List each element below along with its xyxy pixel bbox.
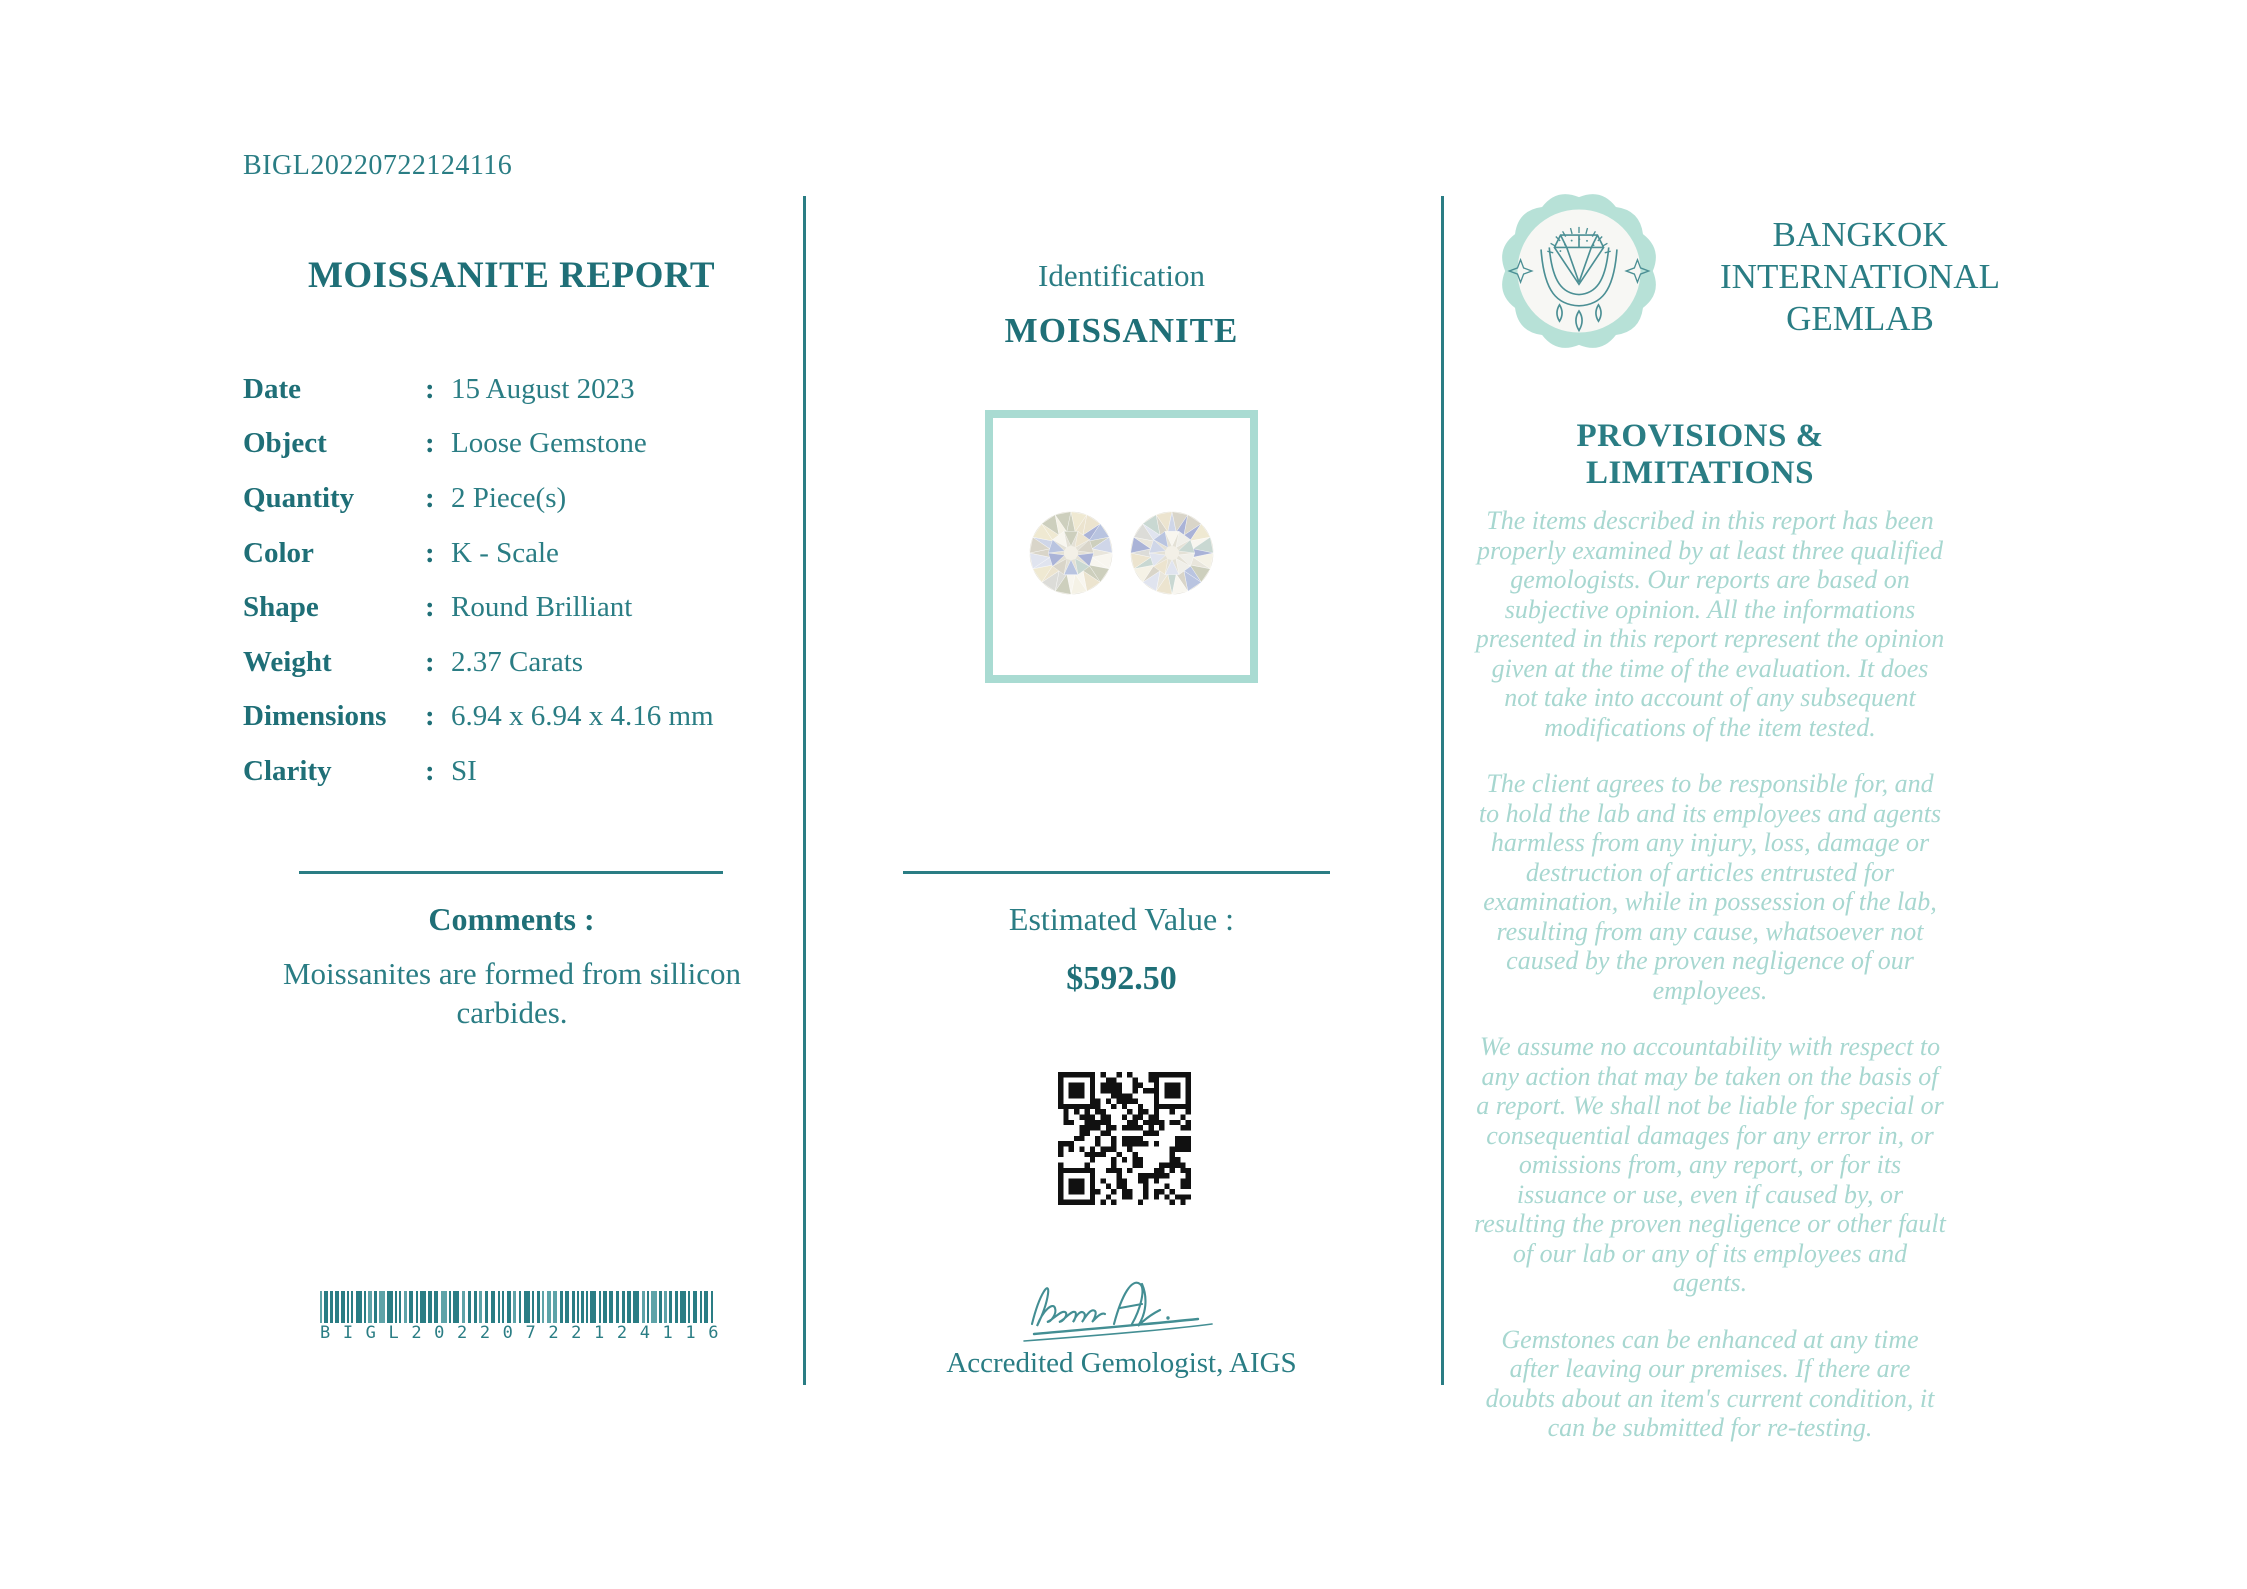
detail-value: SI — [451, 754, 477, 787]
barcode — [320, 1291, 732, 1343]
detail-colon: : — [425, 372, 435, 405]
detail-label: Date — [243, 372, 301, 405]
detail-value: Round Brilliant — [451, 591, 633, 624]
detail-label: Shape — [243, 591, 319, 624]
detail-colon: : — [425, 481, 435, 514]
detail-colon: : — [425, 645, 435, 678]
detail-value: K - Scale — [451, 536, 559, 569]
lab-name — [1672, 214, 2048, 340]
detail-row-shape — [243, 580, 773, 635]
lab-name-line: BANGKOK — [1772, 215, 1948, 254]
detail-value: Loose Gemstone — [451, 427, 647, 460]
accredited-gemologist-line: Accredited Gemologist, AIGS — [946, 1347, 1297, 1379]
detail-value: 15 August 2023 — [451, 372, 635, 405]
provisions-paragraph: The items described in this report has been properly examined by at least three qualified gemologists. Our reports are based on subjective opinion. All the informations presented in this report represent the opinion given at the time of the evaluation. It does not take into account of any subsequent modifications of the item tested. — [1475, 506, 1945, 742]
detail-colon: : — [425, 700, 435, 733]
detail-colon: : — [425, 427, 435, 460]
detail-row-date — [243, 362, 773, 417]
detail-row-quantity — [243, 471, 773, 526]
barcode-graphic — [320, 1291, 714, 1323]
detail-row-weight — [243, 635, 773, 690]
estimated-value-label: Estimated Value : — [1008, 901, 1235, 937]
column-divider-left — [803, 196, 806, 1385]
lab-name-line: INTERNATIONAL — [1720, 257, 2000, 296]
lab-name-line: GEMLAB — [1786, 299, 1934, 338]
gemstone-image-right — [1128, 509, 1216, 597]
column-divider-right — [1441, 196, 1444, 1385]
detail-label: Clarity — [243, 754, 332, 787]
detail-label: Object — [243, 427, 327, 460]
lab-logo — [1498, 190, 1660, 352]
comments-title: Comments : — [428, 901, 595, 937]
provisions-paragraph: Gemstones can be enhanced at any time after leaving our premises. If there are doubts about an item's current condition, it can be submitted for re-testing. — [1485, 1324, 1935, 1442]
detail-colon: : — [425, 754, 435, 787]
detail-value: 6.94 x 6.94 x 4.16 mm — [451, 700, 714, 733]
gem-photo — [985, 410, 1258, 683]
detail-label: Dimensions — [243, 700, 387, 733]
report-title: MOISSANITE REPORT — [307, 255, 716, 296]
detail-value: 2.37 Carats — [451, 645, 584, 678]
estimated-value-amount: $592.50 — [1066, 960, 1177, 997]
gem-details-table — [243, 362, 773, 799]
estimate-divider — [903, 871, 1330, 874]
qr-code — [1058, 1072, 1191, 1205]
identification-label: Identification — [1038, 258, 1205, 293]
report-number: BIGL20220722124116 — [243, 150, 513, 181]
detail-colon: : — [425, 536, 435, 569]
provisions-paragraph: We assume no accountability with respect to any action that may be taken on the basis of a report. We shall not be liable for special or consequential damages for any error in, or omissions from, any report, or for its issuance or use, even if caused by, or resulting the proven negligence or other fault of our lab or any of its employees and agents. — [1474, 1032, 1946, 1297]
detail-row-object — [243, 417, 773, 472]
detail-value: 2 Piece(s) — [451, 481, 567, 514]
provisions-paragraphs — [1474, 506, 1946, 1470]
signature-graphic — [1008, 1262, 1234, 1358]
barcode-text: BIGL20220722124116 — [320, 1323, 732, 1343]
comments-text: Moissanites are formed from sillicon carbides. — [282, 956, 741, 1030]
detail-row-dimensions — [243, 690, 773, 745]
gemstone-image-left — [1027, 509, 1115, 597]
detail-colon: : — [425, 591, 435, 624]
detail-label: Weight — [243, 645, 332, 678]
detail-row-clarity — [243, 744, 773, 799]
detail-label: Quantity — [243, 481, 355, 514]
provisions-title: PROVISIONS & LIMITATIONS — [1576, 418, 1824, 491]
identification-value: MOISSANITE — [1004, 311, 1239, 350]
detail-row-color — [243, 526, 773, 581]
comments-divider — [299, 871, 723, 874]
detail-label: Color — [243, 536, 314, 569]
provisions-paragraph: The client agrees to be responsible for, and to hold the lab and its employees and agents harmless from any injury, loss, damage or destruction of articles entrusted for examination, while in possession of the lab, resulting from any cause, whatsoever not caused by the proven negligence of our employees. — [1478, 769, 1942, 1005]
